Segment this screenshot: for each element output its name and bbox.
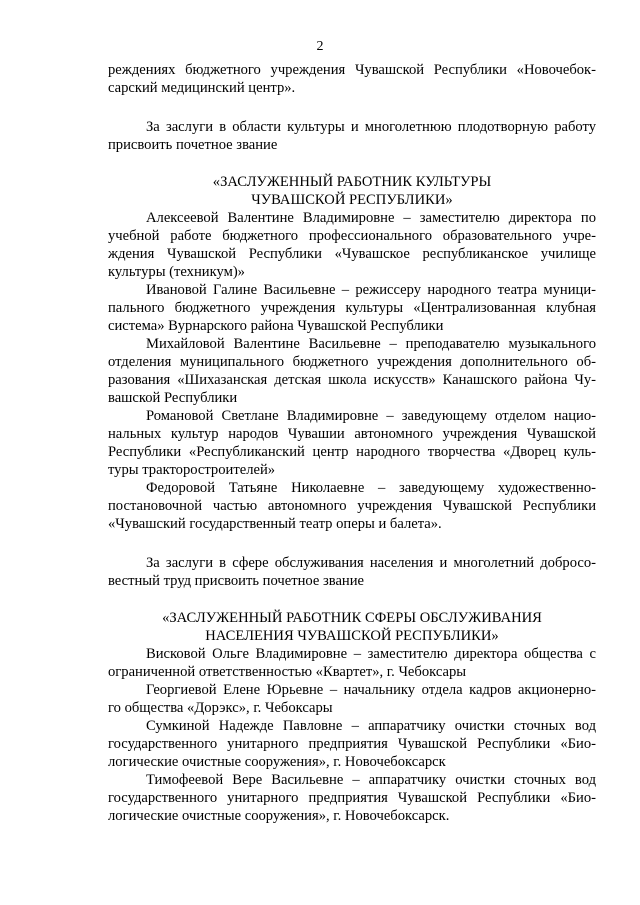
awardee-line: вашской Республики: [108, 390, 238, 406]
section1-lead-line: За заслуги в области культуры и многолетнюю плодотворную работу: [146, 119, 596, 135]
awardee-line: ограниченной ответственностью «Квартет», г. Чебоксары: [108, 664, 467, 680]
awardee-line: Романовой Светлане Владимировне – заведующему отделом нацио-: [146, 408, 596, 424]
awardee-line: Республики «Республиканский центр народного творчества «Дворец куль-: [108, 444, 596, 460]
awardee-line: Висковой Ольге Владимировне – заместителю директора общества с: [146, 646, 596, 662]
awardee-line: культуры (техникум)»: [108, 264, 245, 280]
section1-title-line: ЧУВАШСКОЙ РЕСПУБЛИКИ»: [251, 192, 453, 208]
awardee-line: учебной работе бюджетного профессионального образовательного учре-: [108, 228, 596, 244]
intro-line: сарский медицинский центр».: [108, 80, 296, 96]
awardee-line: «Чувашский государственный театр оперы и балета».: [108, 516, 442, 532]
awardee-line: государственного унитарного предприятия Чувашской Республики «Био-: [108, 736, 596, 752]
awardee-line: го общества «Дорэкс», г. Чебоксары: [108, 700, 333, 716]
awardee-line: разования «Шихазанская детская школа искусств» Канашского района Чу-: [108, 372, 596, 388]
section2-lead-line: вестный труд присвоить почетное звание: [108, 573, 365, 589]
section2-lead-line: За заслуги в сфере обслуживания населения и многолетний добросо-: [146, 555, 596, 571]
awardee-line: ждения Чувашской Республики «Чувашское республиканское училище: [108, 246, 596, 262]
intro-line: реждениях бюджетного учреждения Чувашской Республики «Новочебок-: [108, 62, 596, 78]
page-number: 2: [316, 39, 324, 54]
awardee-line: постановочной частью автономного учреждения Чувашской Республики: [108, 498, 596, 514]
awardee-line: туры тракторостроителей»: [108, 462, 276, 478]
section2-title-line: НАСЕЛЕНИЯ ЧУВАШСКОЙ РЕСПУБЛИКИ»: [205, 628, 499, 644]
section1-title-line: «ЗАСЛУЖЕННЫЙ РАБОТНИК КУЛЬТУРЫ: [212, 174, 492, 190]
section2-title-line: «ЗАСЛУЖЕННЫЙ РАБОТНИК СФЕРЫ ОБСЛУЖИВАНИЯ: [162, 610, 542, 626]
awardee-line: логические очистные сооружения», г. Новочебоксарск.: [108, 808, 450, 824]
awardee-line: нальных культур народов Чувашии автономного учреждения Чувашской: [108, 426, 596, 442]
awardee-line: Георгиевой Елене Юрьевне – начальнику отдела кадров акционерно-: [146, 682, 596, 698]
awardee-line: Алексеевой Валентине Владимировне – заместителю директора по: [146, 210, 596, 226]
awardee-line: отделения муниципального бюджетного учреждения дополнительного об-: [108, 354, 596, 370]
section1-lead-line: присвоить почетное звание: [108, 137, 278, 153]
awardee-line: логические очистные сооружения», г. Новочебоксарск: [108, 754, 446, 770]
awardee-line: Михайловой Валентине Васильевне – преподавателю музыкального: [146, 336, 596, 352]
awardee-line: система» Вурнарского района Чувашской Республики: [108, 318, 444, 334]
awardee-line: Тимофеевой Вере Васильевне – аппаратчику очистки сточных вод: [146, 772, 596, 788]
awardee-line: государственного унитарного предприятия Чувашской Республики «Био-: [108, 790, 596, 806]
awardee-line: Сумкиной Надежде Павловне – аппаратчику очистки сточных вод: [146, 718, 596, 734]
awardee-line: Федоровой Татьяне Николаевне – заведующему художественно-: [146, 480, 596, 496]
awardee-line: Ивановой Галине Васильевне – режиссеру народного театра муници-: [146, 282, 596, 298]
awardee-line: пального бюджетного учреждения культуры «Централизованная клубная: [108, 300, 596, 316]
